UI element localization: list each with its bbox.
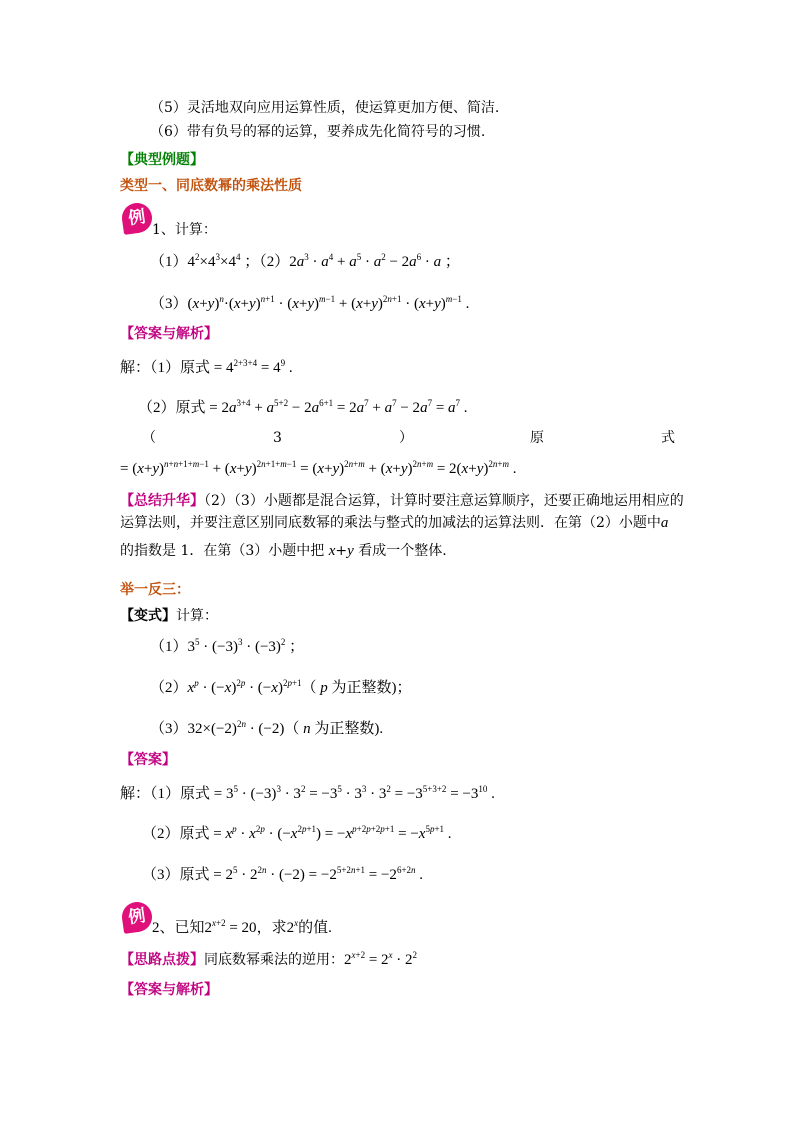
solution1-part3-label: （ 3 ） 原 式: [142, 430, 675, 446]
example-badge-2: 例: [120, 900, 154, 934]
variant-heading: 【变式】计算：: [120, 608, 218, 624]
summary-line-2: 运算法则，并要注意区别同底数幂的乘法与整式的加减法的运算法则．在第（2）小题中a: [120, 515, 669, 531]
example-badge-1: 例: [120, 201, 154, 235]
answer-analysis-heading-1: 【答案与解析】: [120, 326, 218, 342]
answer-analysis-heading-2: 【答案与解析】: [120, 982, 218, 998]
type1-title: 类型一、同底数幂的乘法性质: [120, 178, 302, 194]
solution1-part1: 解：（1）原式 = $4^{2+3+4} = 4^9$ .: [120, 358, 293, 376]
summary-line-1: 【总结升华】（2）（3）小题都是混合运算，计算时要注意运算顺序，还要正确地运用相应的: [120, 493, 684, 509]
example1-number: 1、计算：: [152, 222, 217, 238]
section-typical-examples: 【典型例题】: [120, 152, 204, 168]
intro-item-6: （6）带有负号的幂的运算，要养成先化简符号的习惯.: [150, 124, 486, 140]
solution2-part2: （2）原式 = $x^p \cdot x^{2p} \cdot (-x^{2p+1}) = -x^{p+2p+2p+1} = -x^{5p+1}$ .: [142, 824, 452, 842]
solution2-part3: （3）原式 = $2^5 \cdot 2^{2n} \cdot (-2) = -2^{5+2n+1} = -2^{6+2n}$ .: [142, 865, 424, 883]
solution1-part2: （2）原式 = $2a^{3+4} + a^{5+2} - 2a^{6+1} = 2a^7 + a^7 - 2a^7 = a^7$ .: [138, 398, 468, 416]
intro-item-5: （5）灵活地双向应用运算性质，使运算更加方便、简洁.: [150, 100, 500, 116]
solution2-part1: 解：（1）原式 = $3^5 \cdot (-3)^3 \cdot 3^2 = -3^5 \cdot 3^3 \cdot 3^2 = -3^{5+3+2} = -3^{10}$ .: [120, 784, 495, 802]
example2-statement: 2、已知$2^{x+2} = 20$，求2$^x$的值.: [152, 918, 332, 936]
example1-part1-2: $(1)4^2\times 4^3\times 4^4$ ；$(2)2a^3 \cdot a^4 + a^5 \cdot a^2 - 2a^6 \cdot a$ ；: [150, 252, 460, 270]
practice-heading: 举一反三：: [120, 582, 190, 598]
variant-part1: $(1)3^5 \cdot (-3)^3 \cdot (-3)^2$ ；: [150, 637, 305, 655]
hint-line: 【思路点拨】同底数幂乘法的逆用：$2^{x+2} = 2^x \cdot 2^2$: [120, 950, 418, 968]
variant-part2: $(2)x^p \cdot (-x)^{2p} \cdot (-x)^{2p+1}$（ p 为正整数)；: [150, 678, 412, 696]
solution1-part3-expr: = $(x+y)^{n+n+1+m-1} + (x+y)^{2n+1+m-1} = (x+y)^{2n+m} + (x+y)^{2n+m} = 2(x+y)^{2n+m}$ .: [120, 459, 517, 477]
summary-line-3: 的指数是 1．在第（3）小题中把 x+y 看成一个整体.: [120, 543, 447, 559]
variant-part3: $(3)32\times(-2)^{2n} \cdot (-2)$（ n 为正整数).: [150, 719, 384, 737]
example1-part3: $(3)(x+y)^n\cdot(x+y)^{n+1} \cdot (x+y)^{m-1} + (x+y)^{2n+1} \cdot (x+y)^{m-1}$ .: [150, 294, 470, 312]
answer-heading: 【答案】: [120, 752, 176, 768]
